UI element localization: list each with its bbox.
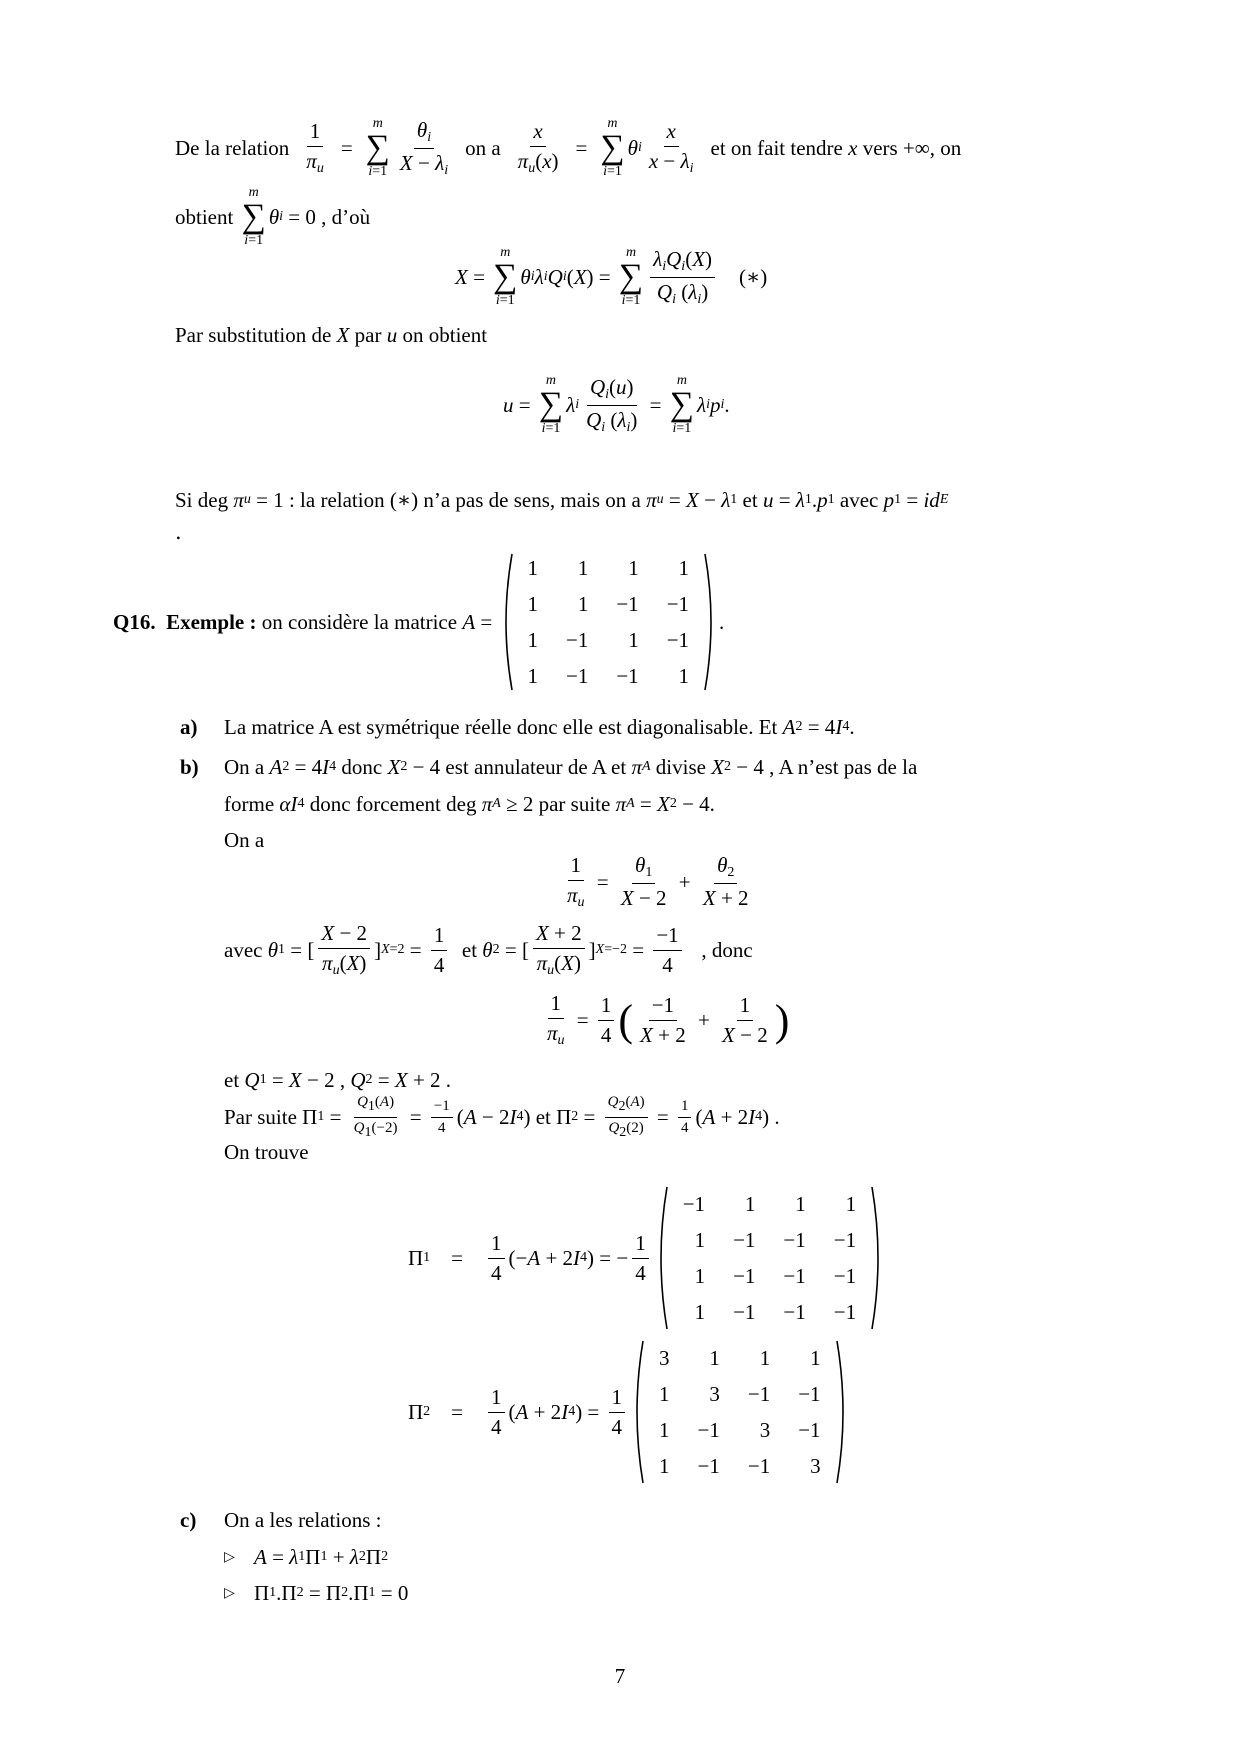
matrix-cell: −1: [566, 663, 589, 688]
matrix-row: [669, 1186, 870, 1222]
matrix-cell: −1: [733, 1263, 756, 1288]
matrix-row: [514, 658, 704, 694]
matrix-cell: 1: [694, 1299, 706, 1324]
matrix-cell: −1: [798, 1417, 821, 1442]
matrix-cell: 1: [709, 1345, 720, 1370]
stray-dot: .: [175, 520, 182, 544]
item-c: [180, 1505, 381, 1535]
text-avec: avec: [839, 487, 879, 512]
text-on-a: on a: [465, 135, 501, 160]
left-paren: [498, 552, 514, 692]
sum-theta-line: obtient m ∑ i=1 θ i = 0 , d’où: [175, 185, 371, 248]
item-a: a) La matrice A est symétrique réelle donc elle est diagonalisable. Et A 2 = 4 I 4 .: [180, 714, 855, 739]
relation-2: ▷ Π 1 .Π 2 = Π 2 .Π 1 = 0: [224, 1580, 409, 1605]
right-paren: [835, 1339, 851, 1485]
matrix-cell: 1: [628, 627, 639, 652]
relation-1: ▷ A = λ 1 Π 1 + λ 2 Π 2: [224, 1544, 389, 1569]
matrix-cell: 1: [678, 663, 690, 688]
matrix-cell: 1: [744, 1191, 756, 1216]
exemple-label: Exemple :: [166, 609, 257, 634]
theta-values-line: avec θ 1 = [ $\frac{X - 2}{\pi_u(X)}$ ] X=2 = $\frac{1}{4}$ et θ 2 = [ $\frac{X + 2}{\pi_u(X)}$ ] X=−2 = $\frac{-1}{4}$ , donc: [224, 921, 753, 978]
matrix-cell: 1: [659, 1417, 670, 1442]
matrix-cell: −1: [666, 591, 690, 616]
relation-line: De la relation $\frac{1}{\pi_u}$ = m ∑ i=1 $\frac{\theta_i}{X - \lambda_i}$ on a $\frac{x}{\pi_u(x)}$ = m ∑ i=1 θ i $\frac{x}{x - \lambda_i}$ et on fait tendre x vers +∞, on: [175, 116, 962, 179]
matrix-pi1: [653, 1185, 886, 1331]
matrix-cell: 3: [659, 1345, 670, 1370]
matrix-cell: 1: [694, 1227, 706, 1252]
matrix-cell: 3: [709, 1381, 720, 1406]
text-et: et: [742, 487, 758, 512]
text-de-la-relation: De la relation: [175, 135, 290, 160]
matrix-cell: 1: [527, 591, 538, 616]
matrix-a: [498, 550, 720, 694]
matrix-cell: 1: [577, 555, 589, 580]
item-b-label: b): [180, 754, 199, 779]
triangle-bullet-icon: ▷: [224, 1585, 235, 1601]
matrix-cell: 1: [527, 663, 538, 688]
matrix-cell: 1: [795, 1191, 806, 1216]
matrix-cell: 1: [678, 555, 690, 580]
projector-definitions: Par suite Π 1 = $\frac{Q1(A)}{Q1(-2)}$ = $\frac{-1}{4}$ ( A − 2 I 4 ) et Π 2 = $\frac{Q2(A)}{Q2(2)}$ = $\frac{1}{4}$ ( A + 2 I 4 ) .: [224, 1093, 780, 1140]
item-a-text: La matrice A est symétrique réelle donc elle est diagonalisable. Et: [224, 714, 778, 739]
matrix-cell: 3: [810, 1453, 821, 1478]
matrix-row: [669, 1258, 870, 1294]
equation-star: X = m ∑ i=1 θ i λ i Q i ( X ) = m ∑ i=1 $\frac{\lambda_iQ_i(X)}{Q_i (\lambda_i)}$ (∗): [455, 245, 768, 308]
matrix-cell: −1: [783, 1299, 806, 1324]
text-on-obtient: on obtient: [402, 322, 488, 347]
right-paren: [870, 1185, 886, 1331]
matrix-cell: −1: [833, 1263, 857, 1288]
matrix-cell: −1: [682, 1191, 706, 1216]
matrix-cell: −1: [697, 1417, 720, 1442]
matrix-cell: −1: [798, 1381, 821, 1406]
matrix-cell: −1: [783, 1263, 806, 1288]
matrix-cell: 1: [659, 1453, 670, 1478]
left-paren: [629, 1339, 645, 1485]
item-b: b) On a A 2 = 4 I 4 donc X 2 − 4 est annulateur de A et π A divise X 2 − 4 , A n’est pas de la: [180, 754, 918, 779]
text-vers-inf: vers +∞, on: [862, 135, 962, 160]
matrix-cell: 1: [577, 591, 589, 616]
matrix-cell: 1: [628, 555, 639, 580]
equation-u: u = m ∑ i=1 λ i $\frac{Q_i(u)}{Q_i (\lambda_i)}$ = m ∑ i=1 λ i p i .: [503, 373, 730, 436]
matrix-row: [514, 622, 704, 658]
item-c-text: On a les relations :: [224, 1507, 382, 1532]
matrix-row: [645, 1448, 835, 1484]
matrix-row: [669, 1222, 870, 1258]
star-label: (∗): [739, 264, 768, 289]
sum-symbol: m ∑ i=1: [365, 116, 390, 179]
matrix-cell: −1: [616, 591, 639, 616]
triangle-bullet-icon: ▷: [224, 1549, 235, 1565]
matrix-cell: 1: [527, 555, 538, 580]
item-b-line2: forme αI 4 donc forcement deg π A ≥ 2 par suite π A = X 2 − 4.: [224, 791, 715, 816]
matrix-cell: 1: [659, 1381, 670, 1406]
text-obtient: obtient: [175, 204, 234, 229]
deg-one-line: Si deg π u = 1 : la relation (∗) n’a pas de sens, mais on a π u = X − λ 1 et u = λ 1 . p 1 avec p 1 = id E: [175, 487, 949, 512]
item-a-label: a): [180, 714, 198, 739]
matrix-row: [645, 1412, 835, 1448]
q-definitions: et Q 1 = X − 2 , Q 2 = X + 2 .: [224, 1067, 452, 1092]
matrix-cell: −1: [733, 1299, 756, 1324]
item-c-label: c): [180, 1507, 197, 1532]
matrix-row: [645, 1376, 835, 1412]
on-a-line: On a: [224, 827, 265, 852]
matrix-cell: −1: [747, 1453, 771, 1478]
matrix-row: [514, 586, 704, 622]
text-et-tend: et on fait tendre: [710, 135, 843, 160]
matrix-cell: −1: [833, 1227, 857, 1252]
q16-line: Q16. Exemple : on considère la matrice A = 1 1 1 1 1 1 −1 −1 1 −1 1 −1 1 −1 −1 1 .: [113, 552, 724, 692]
matrix-cell: −1: [733, 1227, 756, 1252]
matrix-cell: 1: [810, 1345, 821, 1370]
matrix-cell: −1: [666, 627, 690, 652]
matrix-row: [645, 1340, 835, 1376]
matrix-row: [514, 550, 704, 586]
page-number: 7: [614, 1664, 626, 1688]
matrix-cell: −1: [783, 1227, 806, 1252]
left-paren: [653, 1185, 669, 1331]
matrix-cell: 1: [527, 627, 538, 652]
right-paren: [703, 552, 719, 692]
matrix-cell: 3: [759, 1417, 771, 1442]
matrix-cell: 1: [845, 1191, 857, 1216]
text-eq-one: = 1 : la relation (∗) n’a pas de sens, mais on a: [256, 487, 641, 512]
text-si-deg: Si deg: [175, 487, 229, 512]
text-on-considere: on considère la matrice: [261, 609, 458, 634]
pi2-equation: Π 2 = $\frac{1}{4}$ ( A + 2 I 4 ) = $\frac{1}{4}$ 3 1 1 1 1 3 −1 −1 1 −1 3 −1 1 −1 −1 3: [408, 1339, 851, 1485]
fraction: $\frac{1}{\pi_u}$: [306, 119, 324, 176]
text-par: par: [354, 322, 382, 347]
on-trouve-line: On trouve: [224, 1139, 309, 1164]
text-dou: , d’où: [321, 204, 371, 229]
matrix-row: [669, 1294, 870, 1330]
matrix-cell: −1: [833, 1299, 857, 1324]
pi1-equation: Π 1 = $\frac{1}{4}$ (− A + 2 I 4 ) = − $\frac{1}{4}$ −1 1 1 1 1 −1 −1 −1 1 −1 −1 −1 1 −1 −1 −1: [408, 1185, 886, 1331]
partial-fraction-eq: $\frac{1}{\pi_u}$ = $\frac{\theta_1}{X - 2}$ + $\frac{\theta_2}{X + 2}$: [567, 853, 749, 910]
partial-fraction-result: $\frac{1}{\pi_u}$ = $\frac{1}{4}$ ( $\frac{-1}{X + 2}$ + $\frac{1}{X - 2}$ ): [547, 991, 790, 1048]
q16-label: Q16.: [113, 609, 156, 634]
matrix-cell: 1: [759, 1345, 771, 1370]
matrix-cell: 1: [694, 1263, 706, 1288]
matrix-pi2: [629, 1339, 851, 1485]
matrix-cell: −1: [616, 663, 639, 688]
matrix-cell: −1: [697, 1453, 720, 1478]
substitution-line: Par substitution de X par u on obtient: [175, 322, 488, 347]
matrix-cell: −1: [566, 627, 589, 652]
matrix-cell: −1: [747, 1381, 771, 1406]
text-subst: Par substitution de: [175, 322, 332, 347]
